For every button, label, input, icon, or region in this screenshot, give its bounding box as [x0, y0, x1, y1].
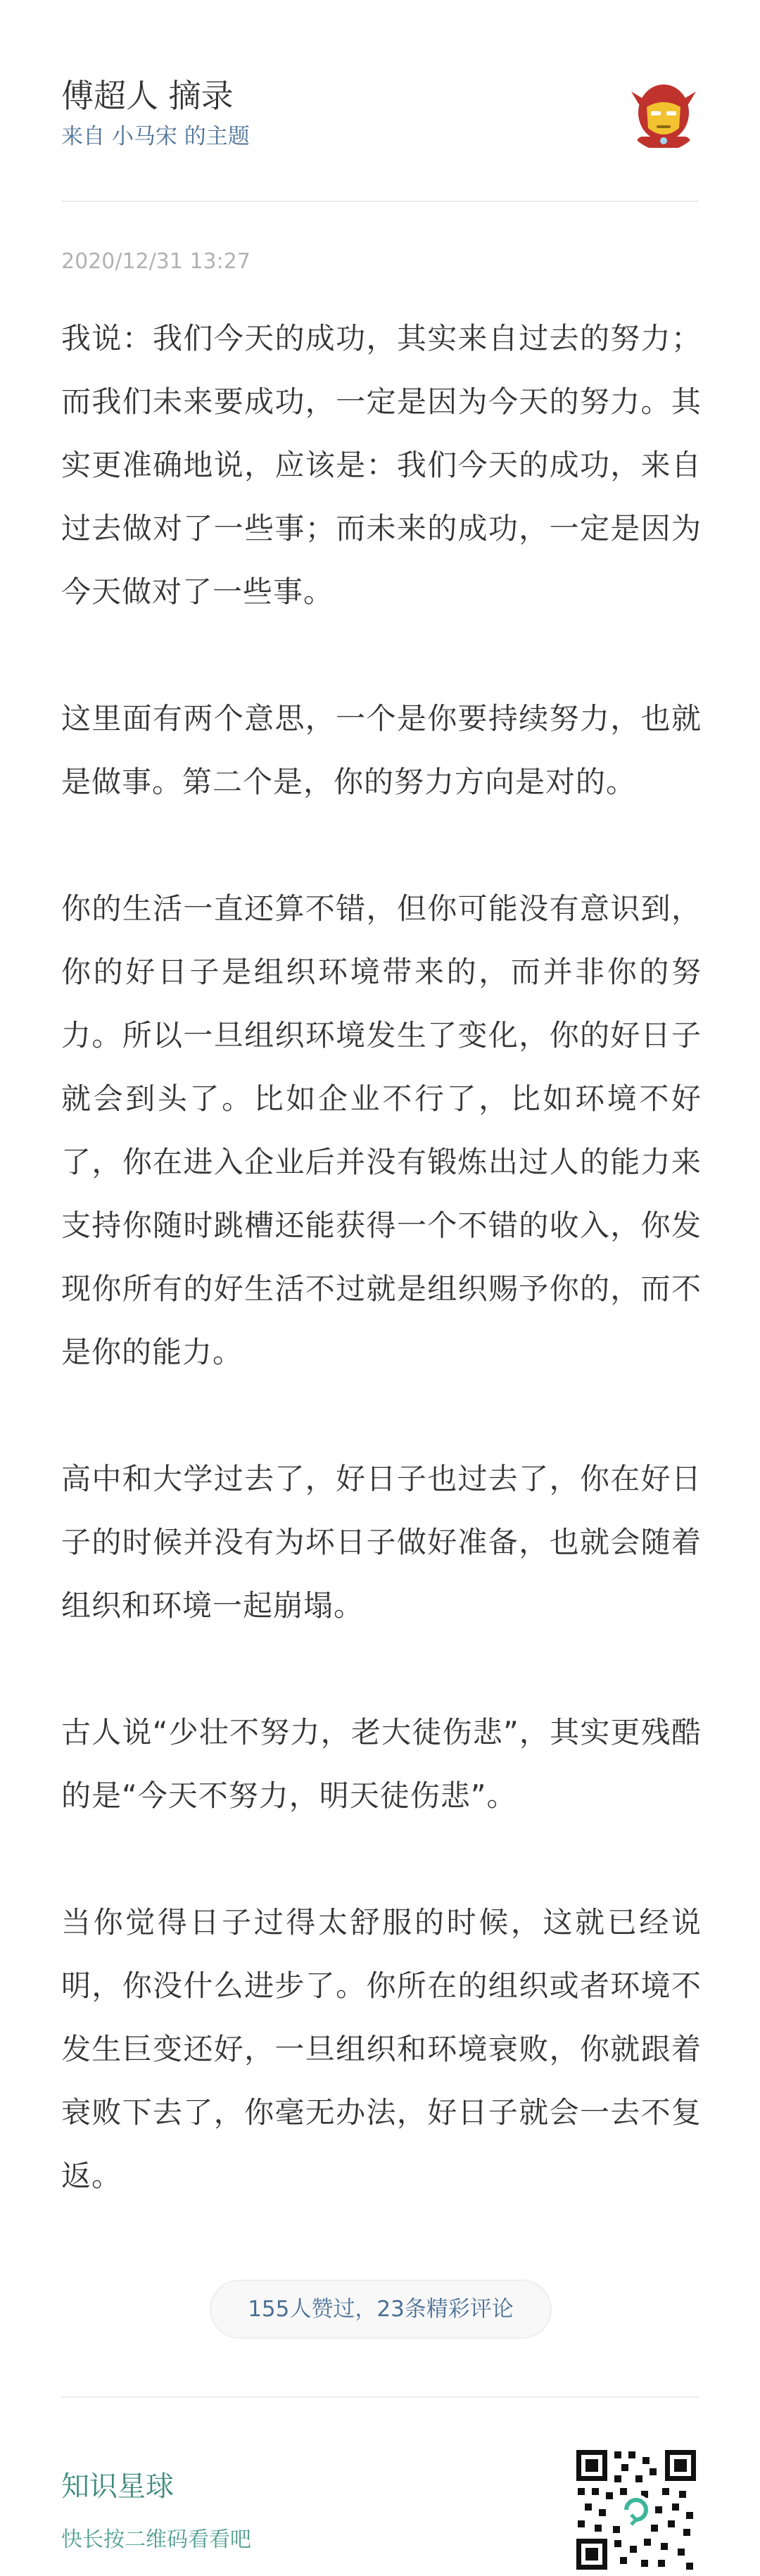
post-paragraph: 当你觉得日子过得太舒服的时候，这就已经说明，你没什么进步了。你所在的组织或者环境不发生巨变还好，一旦组织和环境衰败，你就跟着衰败下去了，你毫无办法，好日子就会一去不复返。 [61, 1905, 702, 2193]
post-paragraph: 古人说“少壮不努力，老大徒伤悲”，其实更残酷的是“今天不努力，明天徒伤悲”。 [61, 1715, 702, 1813]
topic-source-link[interactable]: 来自 小马宋 的主题 [61, 124, 250, 149]
post-paragraph: 高中和大学过去了，好日子也过去了，你在好日子的时候并没有为坏日子做好准备，也就会随着组织和环境一起崩塌。 [61, 1462, 702, 1623]
post-content [61, 307, 702, 2271]
post-paragraph: 你的生活一直还算不错，但你可能没有意识到，你的好日子是组织环境带来的，而并非你的努力。所以一旦组织环境发生了变化，你的好日子就会到头了。比如企业不行了，比如环境不好了，你在进入企业后并没有锻炼出过人的能力来支持你随时跳槽还能获得一个不错的收入，你发现你所有的好生活不过就是组织赐予你的，而不是你的能力。 [61, 891, 702, 1369]
qr-hint-text: 快长按二维码看看吧 [61, 2527, 251, 2552]
page-title: 傅超人 摘录 [61, 77, 234, 115]
qr-code-icon[interactable] [574, 2447, 699, 2572]
brand-name: 知识星球 [61, 2470, 174, 2503]
qr-graphic [574, 2447, 699, 2572]
post-paragraph: 这里面有两个意思，一个是你要持续努力，也就是做事。第二个是，你的努力方向是对的。 [61, 701, 702, 799]
post-timestamp: 2020/12/31 13:27 [61, 249, 251, 274]
avatar-graphic [624, 72, 703, 151]
post-header [61, 73, 699, 158]
footer-divider [61, 2396, 699, 2398]
header-divider [61, 201, 699, 202]
post-paragraph: 我说：我们今天的成功，其实来自过去的努力；而我们未来要成功，一定是因为今天的努力。其实更准确地说，应该是：我们今天的成功，来自过去做对了一些事；而未来的成功，一定是因为今天做对了一些事。 [61, 321, 702, 609]
likes-comments-summary[interactable]: 155人赞过，23条精彩评论 [210, 2280, 552, 2339]
ironman-avatar-icon[interactable] [624, 72, 703, 151]
